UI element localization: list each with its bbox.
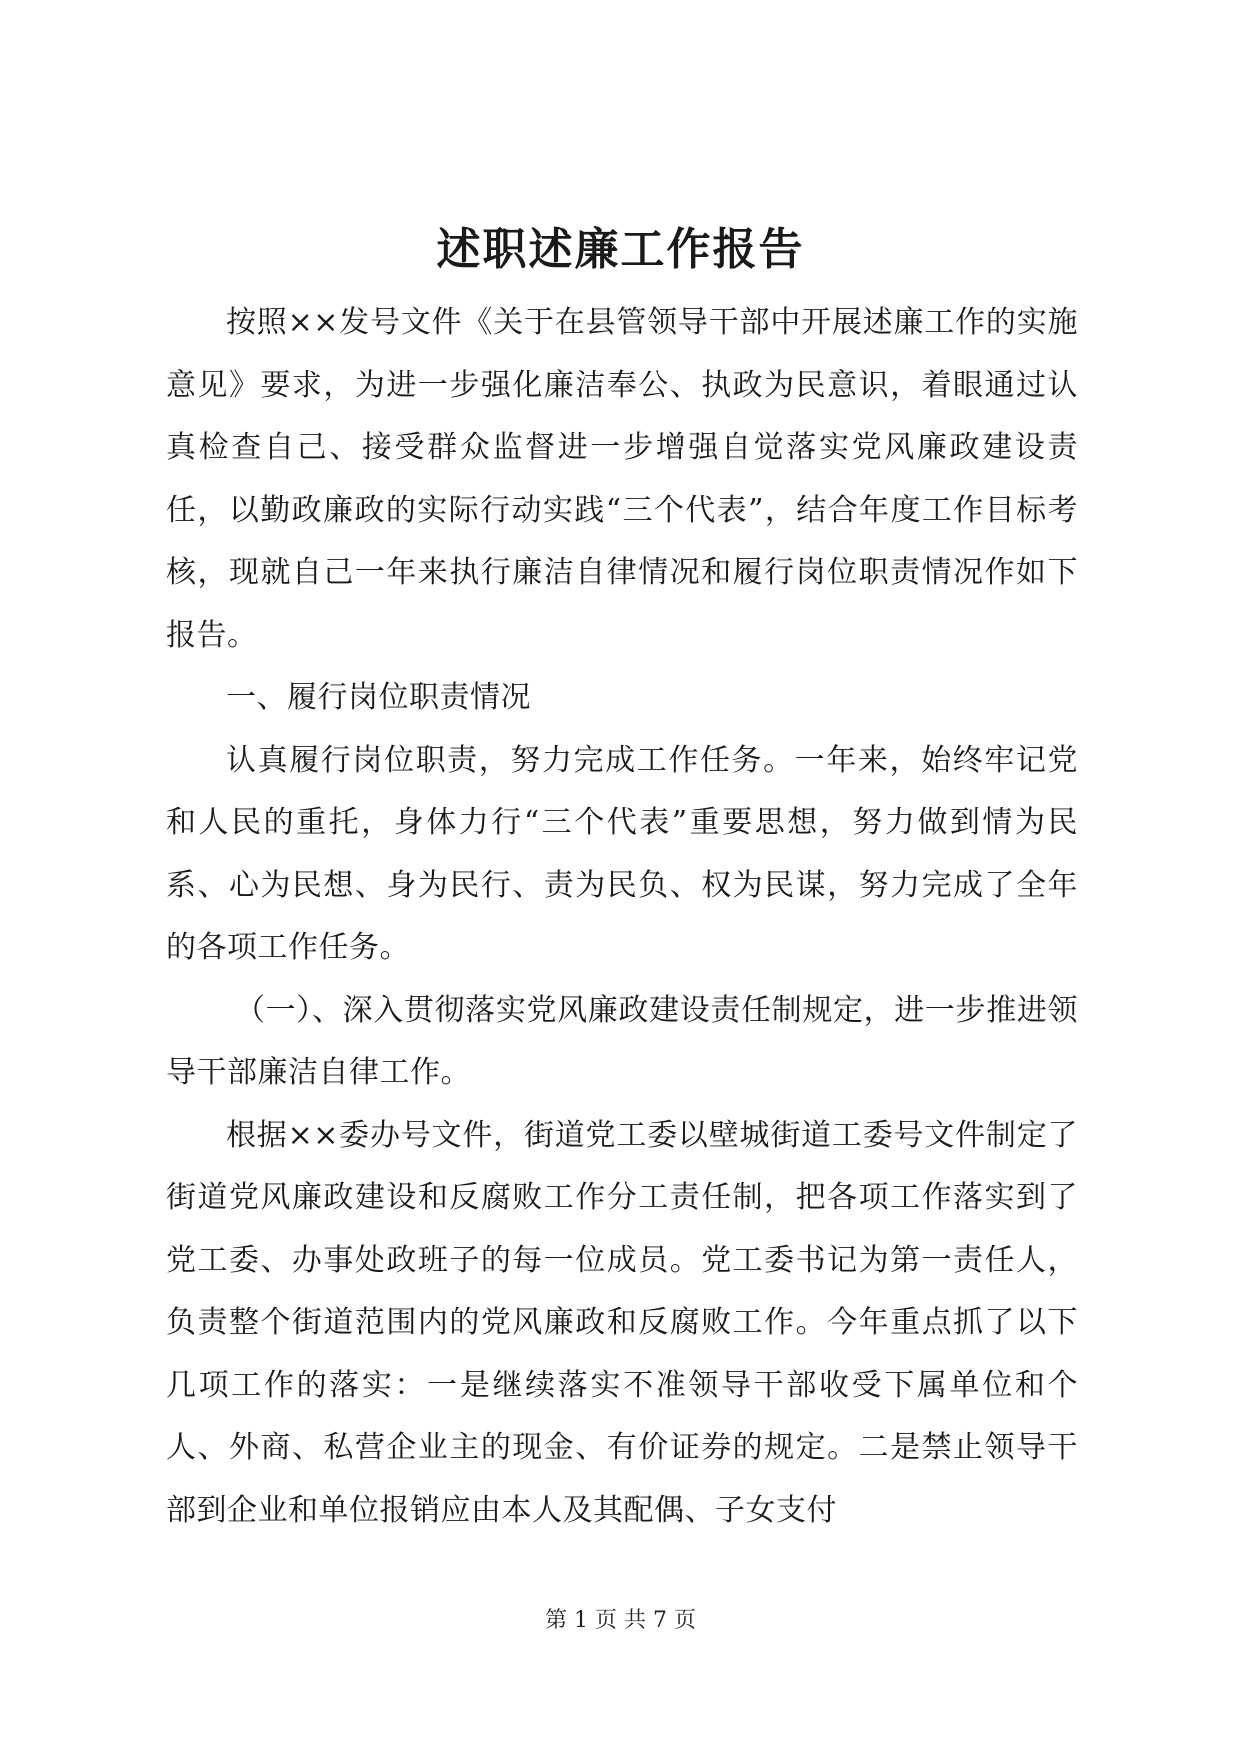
- subsection-heading-1: （一）、深入贯彻落实党风廉政建设责任制规定，进一步推进领导干部廉洁自律工作。: [166, 992, 1078, 1090]
- paragraph-intro: 按照××发号文件《关于在县管领导干部中开展述廉工作的实施意见》要求，为进一步强化廉洁奉公、执政为民意识，着眼通过认真检查自己、接受群众监督进一步增强自觉落实党风廉政建设责任，以勤政廉政的实际行动实践“三个代表”，结合年度工作目标考核，现就自己一年来执行廉洁自律情况和履行岗位职责情况作如下报告。: [166, 305, 1078, 653]
- section-heading-1: 一、履行岗位职责情况: [226, 680, 531, 715]
- document-body: [166, 292, 1078, 1542]
- paragraph-responsibility: 根据××委办号文件，街道党工委以壁城街道工委号文件制定了街道党风廉政建设和反腐败工作分工责任制，把各项工作落实到了党工委、办事处政班子的每一位成员。党工委书记为第一责任人，负责整个街道范围内的党风廉政和反腐败工作。今年重点抓了以下几项工作的落实：一是继续落实不准领导干部收受下属单位和个人、外商、私营企业主的现金、有价证券的规定。二是禁止领导干部到企业和单位报销应由本人及其配偶、子女支付: [166, 1117, 1078, 1528]
- page-number-footer: 第 1 页 共 7 页: [545, 1608, 696, 1633]
- paragraph-duty: 认真履行岗位职责，努力完成工作任务。一年来，始终牢记党和人民的重托，身体力行“三个代表”重要思想，努力做到情为民系、心为民想、身为民行、责为民负、权为民谋，努力完成了全年的各项工作任务。: [166, 742, 1078, 965]
- document-title: 述职述廉工作报告: [436, 224, 805, 275]
